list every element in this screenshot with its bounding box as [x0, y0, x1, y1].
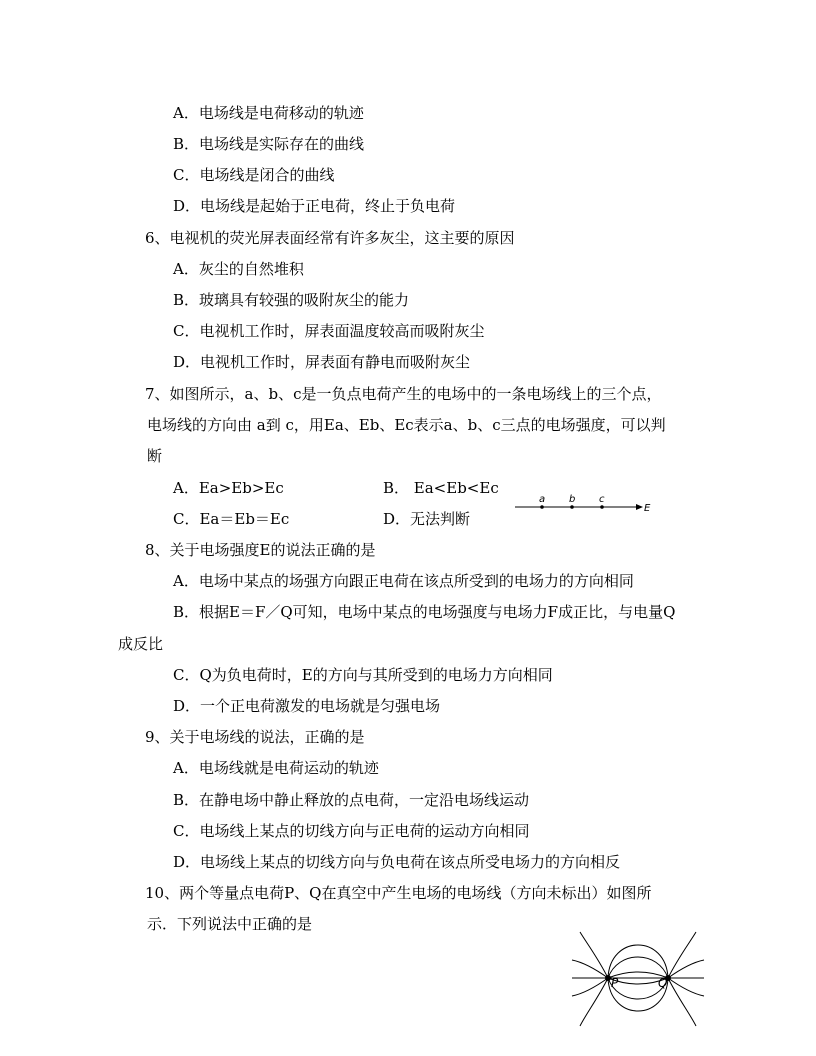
q7-stem-line3: 断: [147, 447, 163, 465]
q6-option-d: D．电视机工作时，屏表面有静电而吸附灰尘: [173, 353, 471, 371]
q5-option-c: C．电场线是闭合的曲线: [173, 166, 335, 184]
q9-option-c: C．电场线上某点的切线方向与正电荷的运动方向相同: [173, 822, 530, 840]
field-lines: [572, 932, 704, 1026]
q9-option-a: A．电场线就是电荷运动的轨迹: [173, 759, 379, 777]
q6-stem: 6、电视机的荧光屏表面经常有许多灰尘，这主要的原因: [145, 229, 515, 247]
label-b: b: [569, 494, 576, 505]
q8-option-a: A．电场中某点的场强方向跟正电荷在该点所受到的电场力的方向相同: [173, 572, 634, 590]
q9-option-d: D．电场线上某点的切线方向与负电荷在该点所受电场力的方向相反: [173, 853, 621, 871]
label-a: a: [539, 494, 546, 505]
point-c: [600, 505, 604, 509]
q6-option-a: A．灰尘的自然堆积: [173, 260, 304, 278]
q7-stem-line2: 电场线的方向由 a到 c，用Ea、Eb、Ec表示a、b、c三点的电场强度，可以判: [147, 416, 666, 434]
label-c: c: [599, 494, 605, 505]
point-a: [540, 505, 544, 509]
q7-option-a: A．Ea>Eb>Ec: [173, 479, 284, 497]
q10-stem-line1: 10、两个等量点电荷P、Q在真空中产生电场的电场线（方向未标出）如图所: [145, 884, 652, 902]
q8-option-d: D．一个正电荷激发的电场就是匀强电场: [173, 697, 441, 715]
point-b: [570, 505, 574, 509]
q8-option-b-line1: B．根据E＝F／Q可知，电场中某点的电场强度与电场力F成正比，与电量Q: [173, 603, 676, 621]
q9-option-b: B．在静电场中静止释放的点电荷，一定沿电场线运动: [173, 791, 530, 809]
field-arrow-head: [636, 504, 643, 510]
q5-option-d: D．电场线是起始于正电荷，终止于负电荷: [173, 197, 456, 215]
q7-stem-line1: 7、如图所示，a、b、c是一负点电荷产生的电场中的一条电场线上的三个点，: [145, 385, 662, 403]
q6-option-c: C．电视机工作时，屏表面温度较高而吸附灰尘: [173, 322, 485, 340]
q8-stem: 8、关于电场强度E的说法正确的是: [145, 541, 376, 559]
label-q: Q: [658, 976, 668, 990]
label-p: P: [611, 976, 619, 990]
q6-option-b: B．玻璃具有较强的吸附灰尘的能力: [173, 291, 410, 309]
q8-option-c: C．Q为负电荷时，E的方向与其所受到的电场力方向相同: [173, 666, 553, 684]
q5-option-a: A．电场线是电荷移动的轨迹: [173, 104, 364, 122]
q8-option-b-line2: 成反比: [118, 635, 164, 653]
q7-option-b: B． Ea<Eb<Ec: [383, 479, 499, 497]
q5-option-b: B．电场线是实际存在的曲线: [173, 135, 365, 153]
label-e: E: [644, 503, 651, 514]
q9-stem: 9、关于电场线的说法，正确的是: [145, 728, 365, 746]
q7-field-line-figure: [510, 488, 660, 516]
q7-option-c: C．Ea＝Eb＝Ec: [173, 510, 290, 528]
q10-dipole-field-figure: [568, 930, 708, 1030]
q10-stem-line2: 示．下列说法中正确的是: [147, 915, 313, 933]
q7-option-d: D．无法判断: [383, 510, 471, 528]
